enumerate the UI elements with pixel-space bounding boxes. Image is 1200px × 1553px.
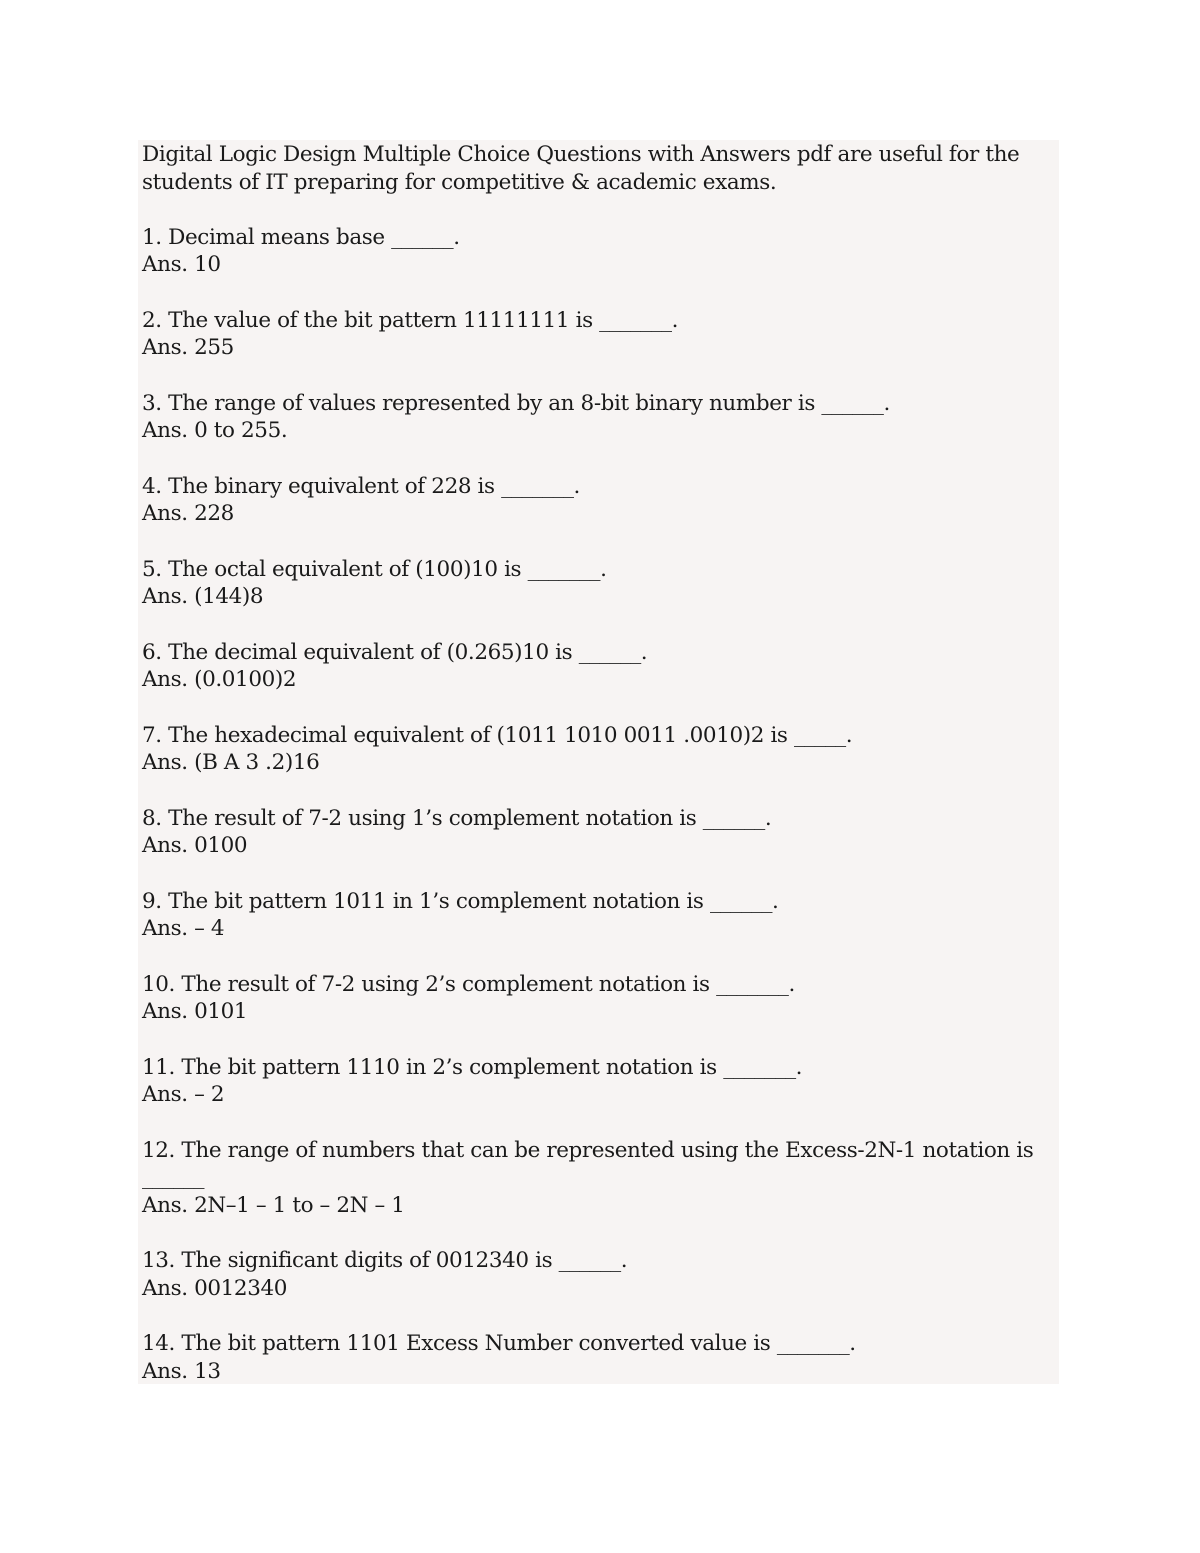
question-text: 10. The result of 7-2 using 2’s complement notation is _______. [142, 971, 795, 997]
answer-text: Ans. 0012340 [142, 1275, 288, 1301]
question-text: 8. The result of 7-2 using 1’s complement notation is ______. [142, 805, 772, 831]
qa-item [142, 1247, 1054, 1302]
answer-text: Ans. 0100 [142, 833, 248, 858]
answer-text: Ans. (B A 3 .2)16 [142, 750, 320, 775]
qa-item [142, 1330, 1054, 1385]
qa-item [142, 1137, 1054, 1220]
answer-text: Ans. 228 [142, 501, 234, 526]
question-text: 11. The bit pattern 1110 in 2’s complement notation is _______. [142, 1054, 803, 1080]
answer-text: Ans. 0101 [142, 999, 248, 1024]
answer-text: Ans. (0.0100)2 [142, 667, 297, 692]
question-text: 5. The octal equivalent of (100)10 is _______. [142, 556, 607, 582]
intro-paragraph: Digital Logic Design Multiple Choice Questions with Answers pdf are useful for the students of IT preparing for competitive & academic exams. [142, 142, 1020, 195]
answer-text: Ans. – 2 [142, 1082, 225, 1107]
question-blank: ______ [142, 1165, 205, 1190]
question-text: 7. The hexadecimal equivalent of (1011 1010 0011 .0010)2 is _____. [142, 722, 853, 748]
qa-item [142, 473, 1054, 528]
qa-item [142, 971, 1054, 1026]
qa-item [142, 556, 1054, 611]
qa-item [142, 224, 1054, 279]
answer-text: Ans. 13 [142, 1358, 221, 1384]
question-text: 1. Decimal means base ______. [142, 224, 460, 250]
answer-text: Ans. – 4 [142, 916, 225, 941]
qa-item [142, 888, 1054, 943]
document-body [142, 141, 1054, 1413]
question-text: 2. The value of the bit pattern 11111111 is _______. [142, 307, 679, 333]
qa-item [142, 722, 1054, 777]
question-text: 4. The binary equivalent of 228 is _______. [142, 473, 580, 499]
answer-text: Ans. 0 to 255. [142, 418, 288, 443]
answer-text: Ans. 255 [142, 335, 234, 360]
question-text: 13. The significant digits of 0012340 is ______. [142, 1248, 628, 1273]
question-text: 3. The range of values represented by an 8-bit binary number is ______. [142, 390, 890, 416]
qa-item [142, 307, 1054, 362]
answer-text: Ans. (144)8 [142, 584, 264, 609]
qa-item [142, 805, 1054, 860]
qa-item [142, 1054, 1054, 1109]
answer-text: Ans. 10 [142, 252, 221, 277]
qa-item [142, 390, 1054, 445]
qa-item [142, 639, 1054, 694]
question-text: 12. The range of numbers that can be represented using the Excess-2N-1 notation is [142, 1137, 1034, 1163]
question-text: 14. The bit pattern 1101 Excess Number converted value is _______. [142, 1331, 856, 1356]
question-text: 9. The bit pattern 1011 in 1’s complement notation is ______. [142, 888, 779, 914]
question-text: 6. The decimal equivalent of (0.265)10 is ______. [142, 639, 648, 665]
answer-text: Ans. 2N–1 – 1 to – 2N – 1 [142, 1192, 405, 1218]
